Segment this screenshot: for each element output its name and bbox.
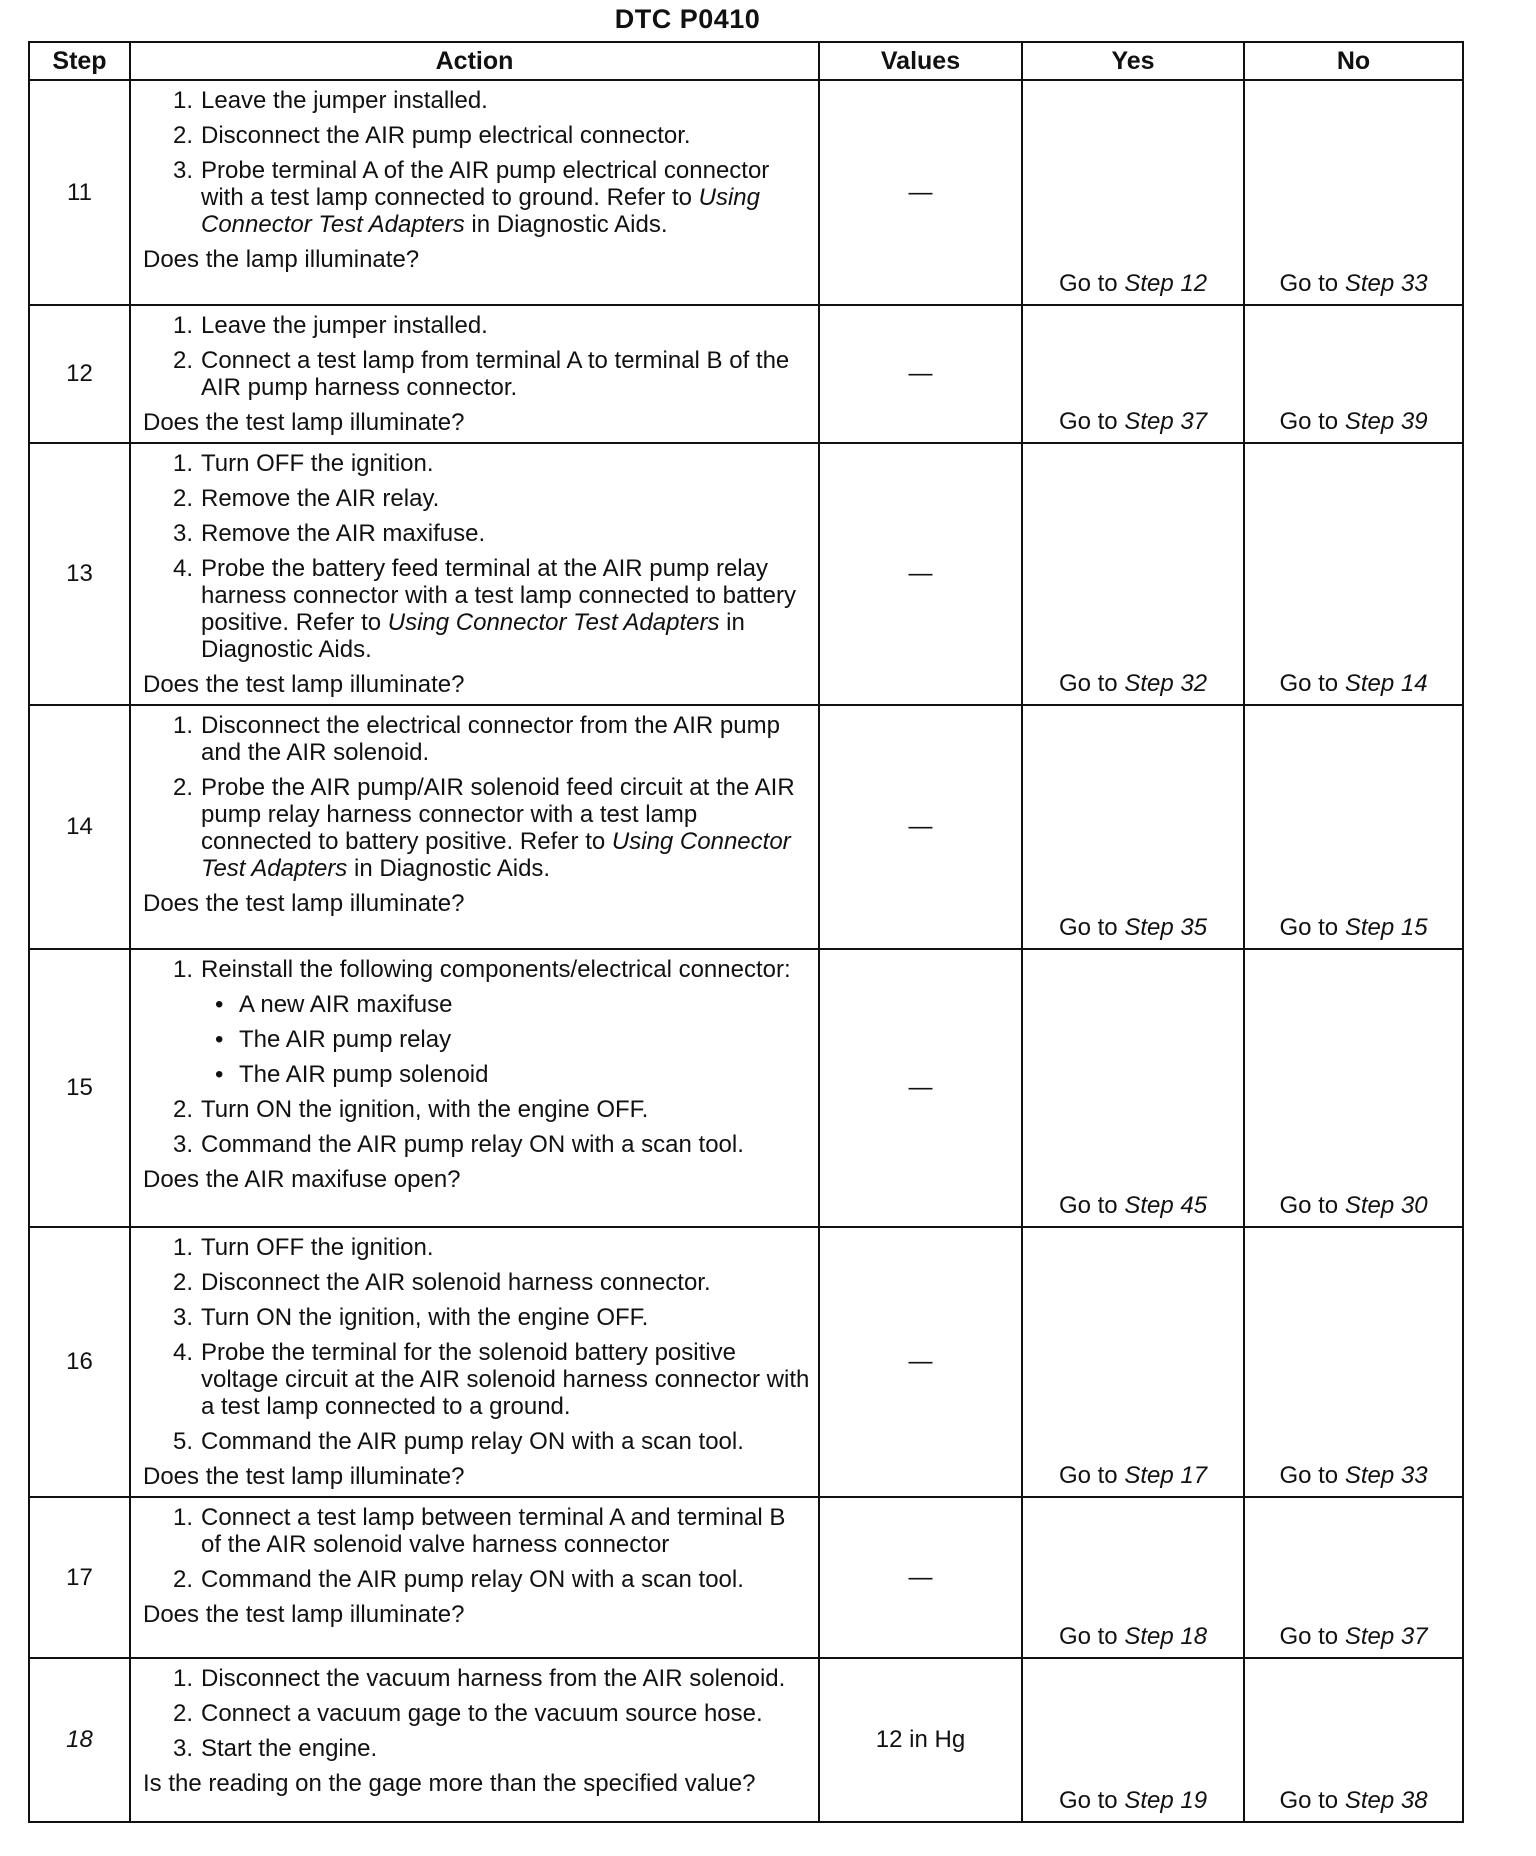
action-step bbox=[143, 1339, 810, 1420]
action-step bbox=[143, 1234, 810, 1261]
no-cell bbox=[1244, 443, 1463, 705]
action-step bbox=[143, 485, 810, 512]
action-step-text-part: Command the AIR pump relay ON with a scan tool. bbox=[201, 1566, 744, 1593]
action-cell bbox=[130, 1497, 819, 1658]
yes-step-link: Step 45 bbox=[1124, 1192, 1208, 1219]
yes-cell bbox=[1022, 949, 1244, 1227]
action-step bbox=[143, 1131, 810, 1158]
go-to-label: Go to bbox=[1058, 408, 1118, 435]
action-step-text bbox=[201, 1700, 810, 1727]
action-step-text-part: in Diagnostic Aids. bbox=[347, 855, 551, 882]
action-step bbox=[143, 1304, 810, 1331]
no-cell bbox=[1244, 1227, 1463, 1497]
action-step-text bbox=[201, 122, 810, 149]
action-step-text-part: Turn OFF the ignition. bbox=[201, 1234, 434, 1261]
action-step-text bbox=[201, 1735, 810, 1762]
action-cell bbox=[130, 80, 819, 305]
yes-cell bbox=[1022, 705, 1244, 949]
action-step-text-part: Remove the AIR relay. bbox=[201, 485, 440, 512]
action-step-text bbox=[201, 774, 810, 882]
header-no: No bbox=[1244, 42, 1463, 80]
action-step-number: 3. bbox=[172, 1131, 193, 1158]
yes-step-link: Step 32 bbox=[1124, 670, 1208, 697]
action-step-number: 4. bbox=[172, 555, 193, 582]
action-cell bbox=[130, 1658, 819, 1822]
yes-step-link: Step 18 bbox=[1124, 1623, 1208, 1650]
go-to-label: Go to bbox=[1279, 914, 1339, 941]
action-step-text-part: Disconnect the AIR pump electrical connector. bbox=[201, 122, 691, 149]
action-step-number: 1. bbox=[172, 450, 193, 477]
action-step-number: 2. bbox=[172, 347, 193, 374]
action-step bbox=[143, 1504, 810, 1558]
action-step-text bbox=[201, 712, 810, 766]
action-step-number: 2. bbox=[172, 1269, 193, 1296]
action-step-number: 2. bbox=[172, 1566, 193, 1593]
reference-title: Using Connector Test Adapters bbox=[201, 828, 791, 882]
no-cell bbox=[1244, 1658, 1463, 1822]
action-question: Is the reading on the gage more than the specified value? bbox=[143, 1770, 756, 1797]
no-step-link: Step 37 bbox=[1344, 1623, 1428, 1650]
yes-cell bbox=[1022, 305, 1244, 443]
table-row bbox=[29, 1658, 1463, 1822]
action-step-text-part: Connect a test lamp from terminal A to terminal B of the AIR pump harness connector. bbox=[201, 347, 790, 401]
step-number: 14 bbox=[29, 705, 130, 949]
action-step-text-part: Connect a test lamp between terminal A and terminal B of the AIR solenoid valve harness connector bbox=[201, 1504, 786, 1558]
action-step-number: 1. bbox=[172, 956, 193, 983]
value-cell: — bbox=[819, 949, 1022, 1227]
no-cell bbox=[1244, 305, 1463, 443]
go-to-label: Go to bbox=[1279, 1787, 1339, 1814]
action-step-text-part: Turn ON the ignition, with the engine OFF. bbox=[201, 1096, 649, 1123]
go-to-label: Go to bbox=[1279, 1623, 1339, 1650]
action-step-text bbox=[201, 1428, 810, 1455]
go-to-label: Go to bbox=[1058, 1462, 1118, 1489]
action-step-text bbox=[201, 1269, 810, 1296]
action-step-text-part: Remove the AIR maxifuse. bbox=[201, 520, 486, 547]
go-to-label: Go to bbox=[1279, 670, 1339, 697]
action-question: Does the test lamp illuminate? bbox=[143, 409, 465, 436]
action-step-number: 1. bbox=[172, 312, 193, 339]
yes-cell bbox=[1022, 1497, 1244, 1658]
value-cell: — bbox=[819, 443, 1022, 705]
table-row bbox=[29, 80, 1463, 305]
reference-title: Using Connector Test Adapters bbox=[387, 609, 720, 636]
action-step-text-part: Turn ON the ignition, with the engine OFF. bbox=[201, 1304, 649, 1331]
value-cell: — bbox=[819, 1497, 1022, 1658]
action-step bbox=[143, 157, 810, 238]
value-cell: — bbox=[819, 1227, 1022, 1497]
no-step-link: Step 33 bbox=[1344, 1462, 1428, 1489]
action-step-text-part: Probe terminal A of the AIR pump electrical connector with a test lamp connected to ground. Refer to bbox=[201, 157, 770, 211]
action-step bbox=[143, 774, 810, 882]
table-row bbox=[29, 1497, 1463, 1658]
go-to-label: Go to bbox=[1058, 1192, 1118, 1219]
go-to-label: Go to bbox=[1058, 670, 1118, 697]
action-step-text bbox=[201, 450, 810, 477]
no-cell bbox=[1244, 949, 1463, 1227]
action-step-text-part: Probe the battery feed terminal at the AIR pump relay harness connector with a test lamp connected to battery positive. Refer to bbox=[201, 555, 796, 636]
action-question: Does the test lamp illuminate? bbox=[143, 671, 465, 698]
action-step-text-part: Command the AIR pump relay ON with a scan tool. bbox=[201, 1131, 744, 1158]
action-step-number: 2. bbox=[172, 1096, 193, 1123]
action-step-text bbox=[201, 87, 810, 114]
go-to-label: Go to bbox=[1279, 270, 1339, 297]
value-cell: — bbox=[819, 705, 1022, 949]
no-step-link: Step 30 bbox=[1344, 1192, 1428, 1219]
action-step-number: 3. bbox=[172, 157, 193, 184]
action-step-text bbox=[201, 1304, 810, 1331]
action-question: Does the test lamp illuminate? bbox=[143, 1463, 465, 1490]
action-step-text-part: Disconnect the vacuum harness from the AIR solenoid. bbox=[201, 1665, 786, 1692]
action-step-text bbox=[201, 157, 810, 238]
action-step-number: 1. bbox=[172, 712, 193, 739]
action-step bbox=[143, 1735, 810, 1762]
no-step-link: Step 33 bbox=[1344, 270, 1428, 297]
action-step-number: 3. bbox=[172, 520, 193, 547]
action-step-text bbox=[201, 555, 810, 663]
table-row bbox=[29, 1227, 1463, 1497]
table-row bbox=[29, 443, 1463, 705]
action-step-text-part: Disconnect the AIR solenoid harness connector. bbox=[201, 1269, 711, 1296]
action-step-text bbox=[201, 1339, 810, 1420]
action-step-number: 3. bbox=[172, 1304, 193, 1331]
bullet-icon: • bbox=[215, 1026, 224, 1053]
action-step-number: 2. bbox=[172, 774, 193, 801]
action-step-text bbox=[201, 1504, 810, 1558]
bullet-icon: • bbox=[215, 1061, 224, 1088]
action-step bbox=[143, 956, 810, 983]
action-step-text-part: Probe the AIR pump/AIR solenoid feed circuit at the AIR pump relay harness connector with a test lamp connected to battery positive. Refer to bbox=[201, 774, 795, 855]
table-row bbox=[29, 705, 1463, 949]
go-to-label: Go to bbox=[1279, 408, 1339, 435]
action-step bbox=[143, 1428, 810, 1455]
action-step bbox=[143, 1665, 810, 1692]
action-step-number: 1. bbox=[172, 1504, 193, 1531]
value-cell: — bbox=[819, 80, 1022, 305]
yes-cell bbox=[1022, 443, 1244, 705]
action-cell bbox=[130, 1227, 819, 1497]
action-step-number: 1. bbox=[172, 1234, 193, 1261]
header-step: Step bbox=[29, 42, 130, 80]
go-to-label: Go to bbox=[1058, 1787, 1118, 1814]
action-step-number: 2. bbox=[172, 122, 193, 149]
bullet-item bbox=[143, 1026, 810, 1053]
action-step-number: 4. bbox=[172, 1339, 193, 1366]
action-step bbox=[143, 450, 810, 477]
action-step-number: 2. bbox=[172, 485, 193, 512]
step-number: 18 bbox=[29, 1658, 130, 1822]
no-step-link: Step 14 bbox=[1344, 670, 1428, 697]
bullet-icon: • bbox=[215, 991, 224, 1018]
step-number: 12 bbox=[29, 305, 130, 443]
action-step-number: 2. bbox=[172, 1700, 193, 1727]
action-step-text bbox=[201, 956, 810, 983]
action-step-text-part: Connect a vacuum gage to the vacuum source hose. bbox=[201, 1700, 763, 1727]
no-cell bbox=[1244, 80, 1463, 305]
action-step bbox=[143, 712, 810, 766]
yes-step-link: Step 35 bbox=[1124, 914, 1208, 941]
action-step-text-part: Turn OFF the ignition. bbox=[201, 450, 434, 477]
action-step-number: 1. bbox=[172, 1665, 193, 1692]
action-step bbox=[143, 1700, 810, 1727]
go-to-label: Go to bbox=[1058, 270, 1118, 297]
action-step-text bbox=[201, 347, 810, 401]
action-step bbox=[143, 1269, 810, 1296]
header-row bbox=[29, 42, 1463, 80]
action-cell bbox=[130, 949, 819, 1227]
diagnostic-table bbox=[28, 41, 1464, 1823]
action-step-text-part: in Diagnostic Aids. bbox=[201, 609, 745, 663]
value-cell: — bbox=[819, 305, 1022, 443]
bullet-text: The AIR pump relay bbox=[239, 1026, 452, 1053]
no-step-link: Step 15 bbox=[1344, 914, 1428, 941]
step-number: 15 bbox=[29, 949, 130, 1227]
step-number: 16 bbox=[29, 1227, 130, 1497]
go-to-label: Go to bbox=[1279, 1462, 1339, 1489]
no-step-link: Step 39 bbox=[1344, 408, 1428, 435]
action-step-text bbox=[201, 1566, 810, 1593]
action-question: Does the lamp illuminate? bbox=[143, 246, 420, 273]
action-step-number: 5. bbox=[172, 1428, 193, 1455]
action-step-text bbox=[201, 1665, 810, 1692]
reference-title: Using Connector Test Adapters bbox=[201, 184, 760, 238]
yes-cell bbox=[1022, 1658, 1244, 1822]
action-step bbox=[143, 87, 810, 114]
action-question: Does the AIR maxifuse open? bbox=[143, 1166, 461, 1193]
yes-step-link: Step 19 bbox=[1124, 1787, 1208, 1814]
action-step bbox=[143, 347, 810, 401]
yes-step-link: Step 12 bbox=[1124, 270, 1208, 297]
step-number: 13 bbox=[29, 443, 130, 705]
action-step bbox=[143, 122, 810, 149]
value-cell: 12 in Hg bbox=[819, 1658, 1022, 1822]
action-step-text bbox=[201, 1131, 810, 1158]
action-step-text-part: Command the AIR pump relay ON with a scan tool. bbox=[201, 1428, 744, 1455]
go-to-label: Go to bbox=[1058, 914, 1118, 941]
header-values: Values bbox=[819, 42, 1022, 80]
step-number: 17 bbox=[29, 1497, 130, 1658]
action-step-text bbox=[201, 485, 810, 512]
action-cell bbox=[130, 705, 819, 949]
action-step-text bbox=[201, 312, 810, 339]
bullet-text: The AIR pump solenoid bbox=[239, 1061, 489, 1088]
page-title: DTC P0410 bbox=[614, 4, 761, 34]
yes-cell bbox=[1022, 1227, 1244, 1497]
action-question: Does the test lamp illuminate? bbox=[143, 1601, 465, 1628]
action-step-number: 1. bbox=[172, 87, 193, 114]
action-step-text-part: Disconnect the electrical connector from the AIR pump and the AIR solenoid. bbox=[201, 712, 780, 766]
action-cell bbox=[130, 443, 819, 705]
action-step bbox=[143, 1566, 810, 1593]
action-step-text-part: Reinstall the following components/electrical connector: bbox=[201, 956, 791, 983]
bullet-item bbox=[143, 1061, 810, 1088]
no-cell bbox=[1244, 705, 1463, 949]
action-step bbox=[143, 1096, 810, 1123]
header-yes: Yes bbox=[1022, 42, 1244, 80]
yes-step-link: Step 17 bbox=[1124, 1462, 1208, 1489]
yes-cell bbox=[1022, 80, 1244, 305]
action-step-text bbox=[201, 520, 810, 547]
action-step-text bbox=[201, 1234, 810, 1261]
action-step-number: 3. bbox=[172, 1735, 193, 1762]
action-cell bbox=[130, 305, 819, 443]
bullet-item bbox=[143, 991, 810, 1018]
action-step-text-part: Probe the terminal for the solenoid battery positive voltage circuit at the AIR solenoid harness connector with a test lamp connected to a ground. bbox=[201, 1339, 810, 1420]
no-cell bbox=[1244, 1497, 1463, 1658]
action-step bbox=[143, 312, 810, 339]
action-step-text-part: Leave the jumper installed. bbox=[201, 312, 488, 339]
go-to-label: Go to bbox=[1058, 1623, 1118, 1650]
table-row bbox=[29, 949, 1463, 1227]
header-action: Action bbox=[130, 42, 819, 80]
table-row bbox=[29, 305, 1463, 443]
action-step bbox=[143, 520, 810, 547]
action-step-text-part: in Diagnostic Aids. bbox=[464, 211, 668, 238]
action-step-text bbox=[201, 1096, 810, 1123]
action-question: Does the test lamp illuminate? bbox=[143, 890, 465, 917]
go-to-label: Go to bbox=[1279, 1192, 1339, 1219]
yes-step-link: Step 37 bbox=[1124, 408, 1208, 435]
action-step-text-part: Leave the jumper installed. bbox=[201, 87, 488, 114]
bullet-text: A new AIR maxifuse bbox=[239, 991, 453, 1018]
action-step bbox=[143, 555, 810, 663]
no-step-link: Step 38 bbox=[1344, 1787, 1428, 1814]
step-number: 11 bbox=[29, 80, 130, 305]
action-step-text-part: Start the engine. bbox=[201, 1735, 378, 1762]
